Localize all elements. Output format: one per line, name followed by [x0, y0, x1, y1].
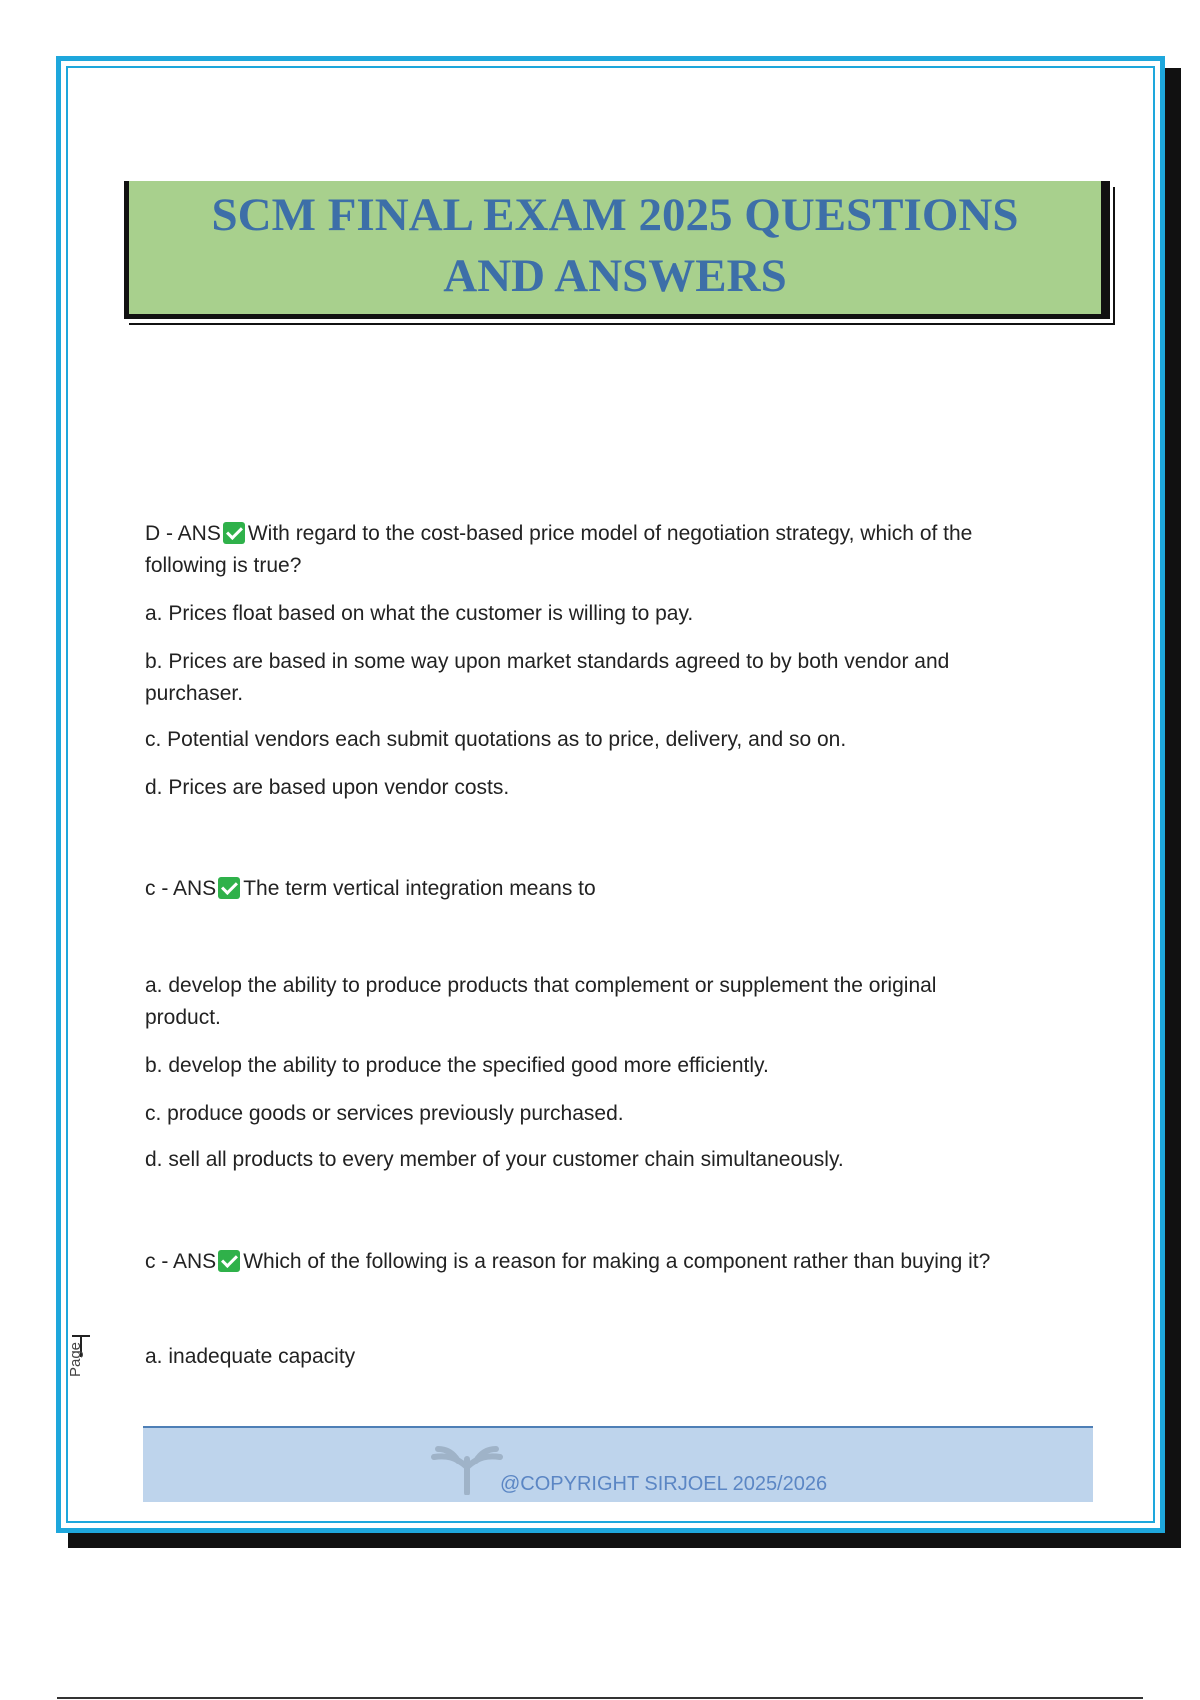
title-banner: [124, 181, 1110, 319]
option-a-line-1: a. develop the ability to produce products that complement or supplement the original: [145, 974, 937, 997]
title-line-1: SCM FINAL EXAM 2025 QUESTIONS: [211, 189, 1019, 241]
option-d: d. sell all products to every member of your customer chain simultaneously.: [145, 1148, 844, 1171]
option-c: c. produce goods or services previously purchased.: [145, 1102, 624, 1125]
option-a-line-2: product.: [145, 1006, 221, 1029]
question-2: [145, 873, 1075, 1176]
option-c: c. Potential vendors each submit quotations as to price, delivery, and so on.: [145, 728, 847, 751]
page-title: [129, 181, 1101, 307]
answer-prefix: c - ANS: [145, 1250, 217, 1273]
answer-prefix: c - ANS: [145, 877, 217, 900]
checkmark-icon: [218, 1250, 240, 1272]
option-a: [145, 970, 1075, 1034]
option-a: a. Prices float based on what the customer is willing to pay.: [145, 602, 694, 625]
checkmark-icon: [218, 877, 240, 899]
checkmark-icon: [223, 522, 245, 544]
prompt-line-1: With regard to the cost-based price model of negotiation strategy, which of the: [247, 522, 973, 545]
option-b-line-1: b. Prices are based in some way upon market standards agreed to by both vendor and: [145, 650, 950, 673]
page-label-text: Page: [67, 1341, 85, 1378]
option-b: [145, 646, 1075, 710]
question-prompt: [145, 518, 1075, 582]
question-prompt: [145, 1246, 1075, 1278]
prompt-line-2: following is true?: [145, 554, 302, 577]
question-prompt: [145, 873, 1075, 905]
prompt-line-1: Which of the following is a reason for making a component rather than buying it?: [243, 1250, 991, 1273]
answer-prefix: D - ANS: [145, 522, 221, 545]
prompt-line-1: The term vertical integration means to: [243, 877, 596, 900]
question-3: [145, 1246, 1075, 1373]
page-number-label: [67, 1335, 96, 1395]
title-line-2: AND ANSWERS: [443, 250, 787, 302]
option-b: b. develop the ability to produce the specified good more efficiently.: [145, 1054, 769, 1077]
tree-logo-icon: [428, 1443, 506, 1495]
option-a: a. inadequate capacity: [145, 1345, 356, 1368]
question-1: [145, 518, 1075, 804]
footer-copyright: @COPYRIGHT SIRJOEL 2025/2026: [500, 1473, 828, 1495]
option-d: d. Prices are based upon vendor costs.: [145, 776, 510, 799]
option-b-line-2: purchaser.: [145, 682, 244, 705]
bottom-divider: [57, 1697, 1143, 1699]
